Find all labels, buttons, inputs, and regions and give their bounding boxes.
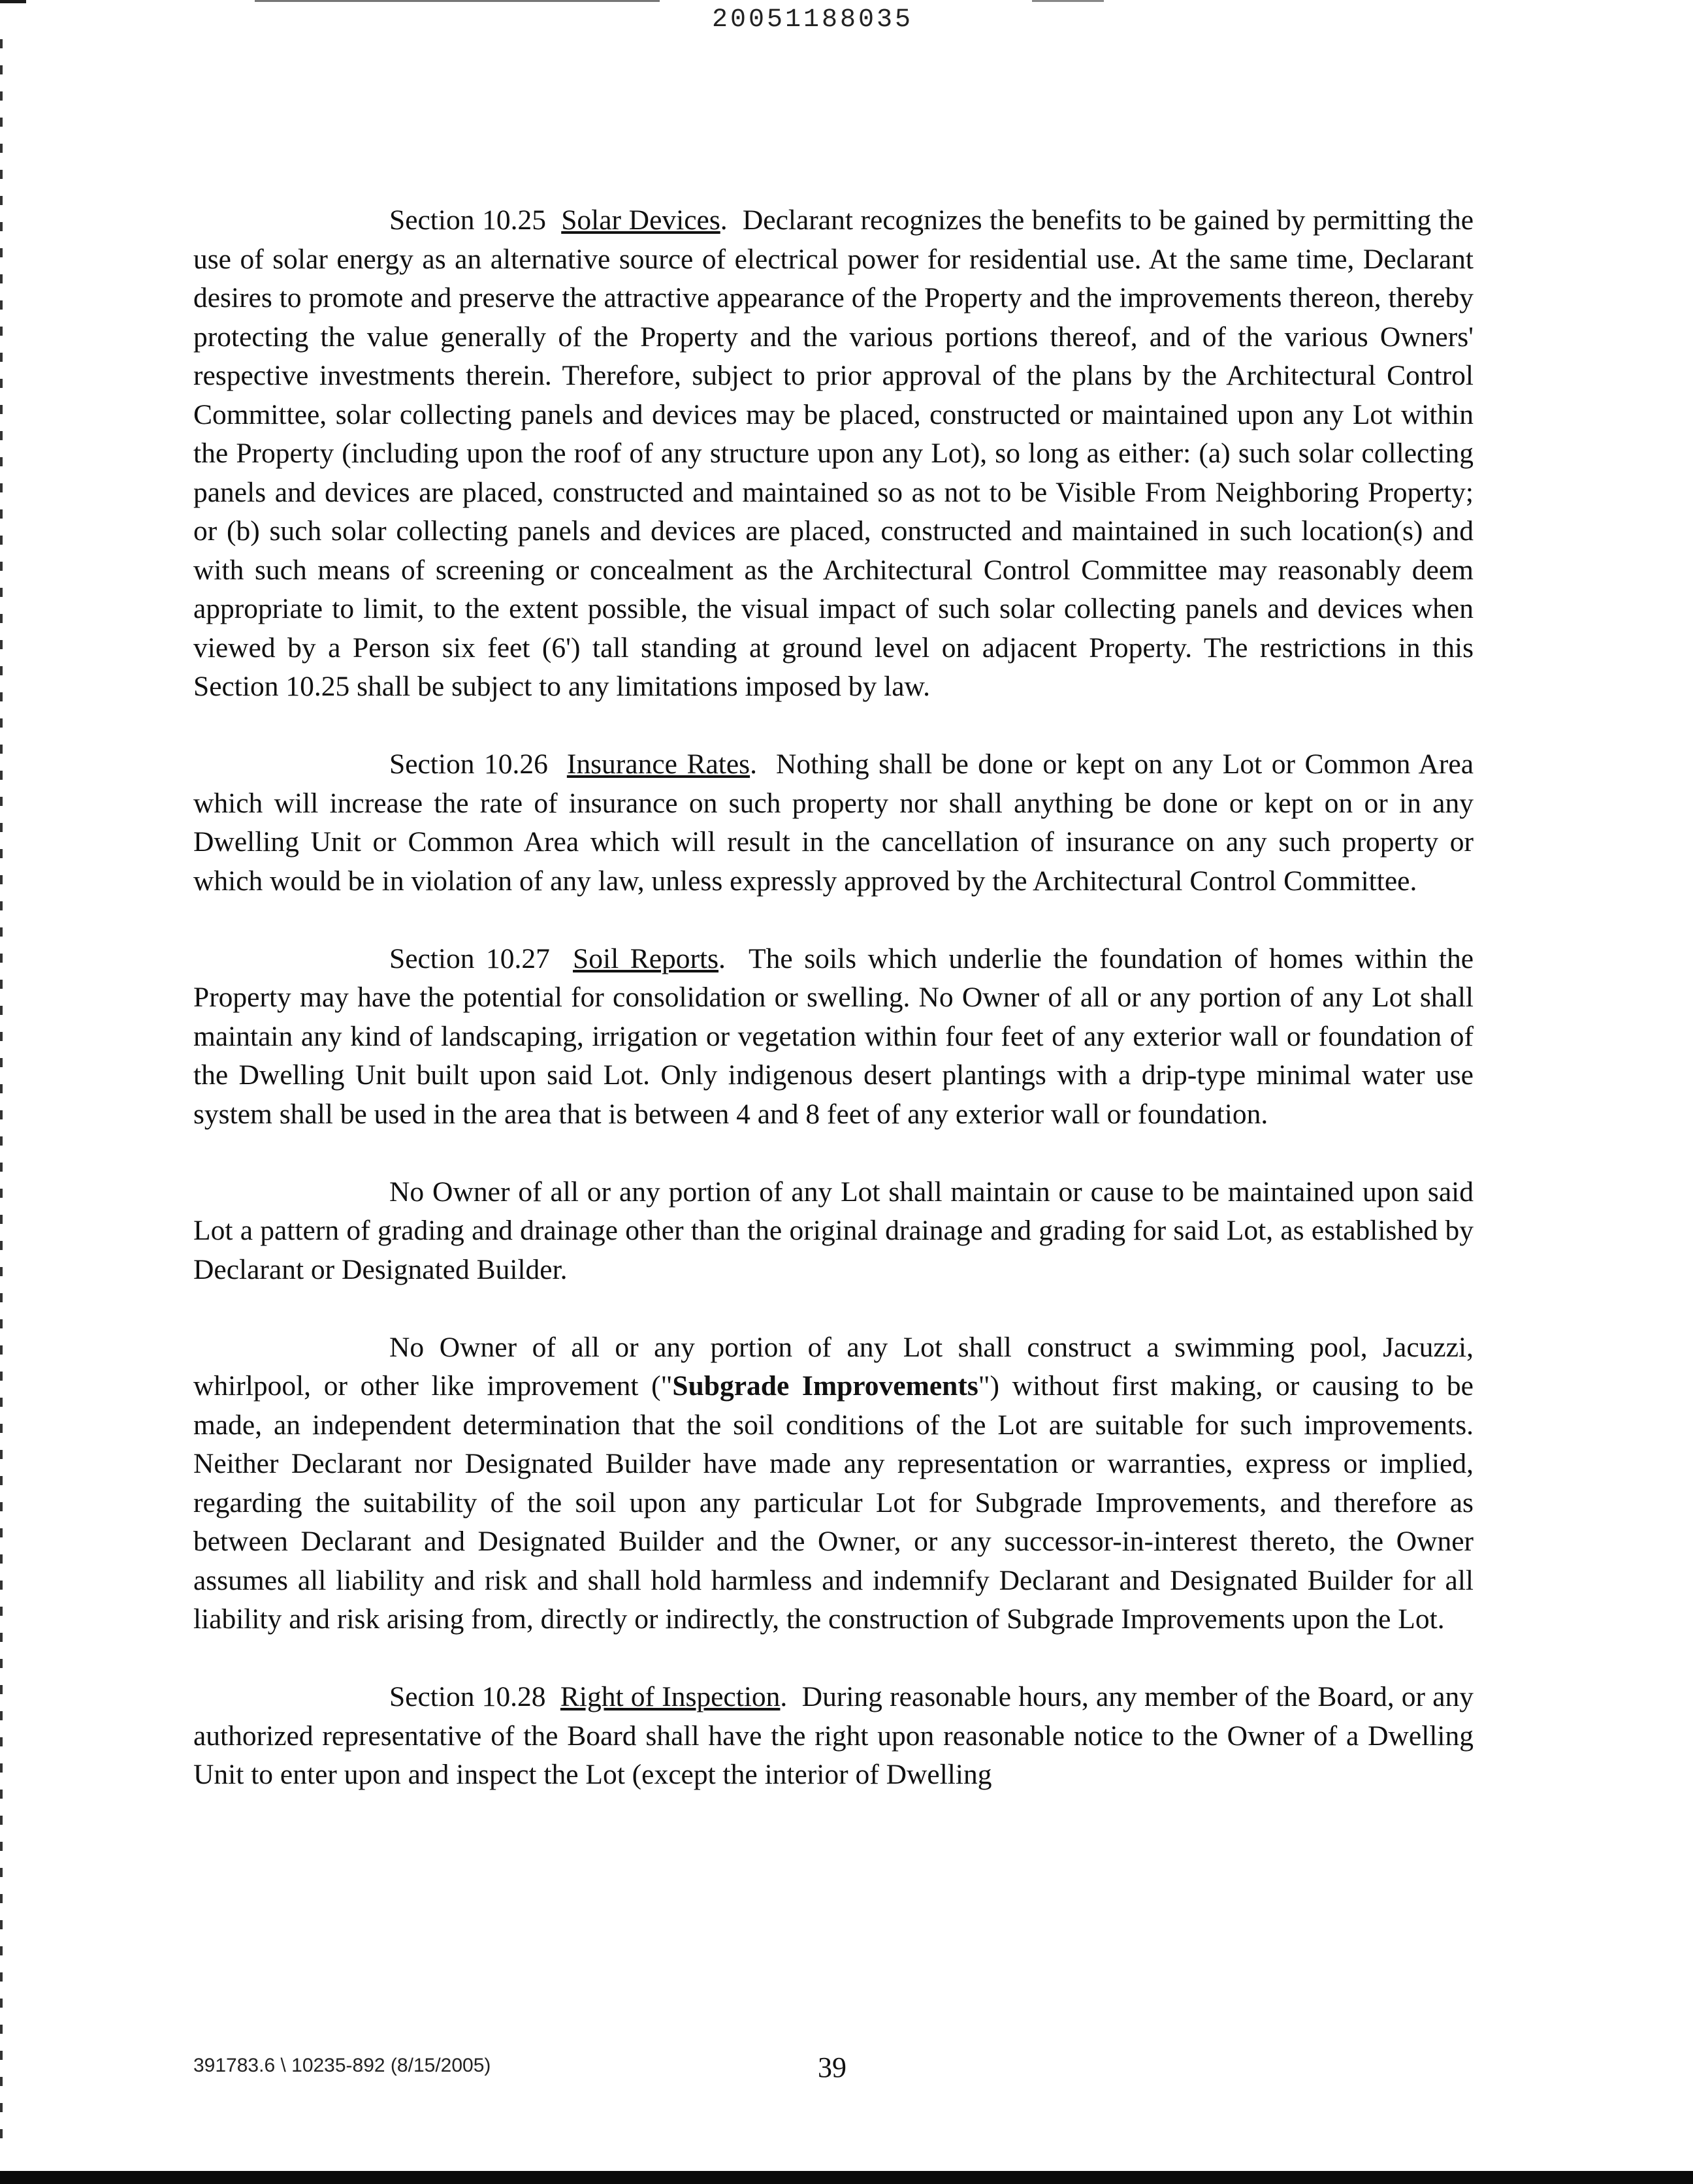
section-text: Nothing shall be done or kept on any Lot or Common Area which will increase the rate of insurance on such property nor shall anything be done or kept on or in any Dwelling Unit or Common Area which will result in the cancellation of insurance on any such property or which would be in violation of any law, unless expressly approved by the Architectural Control Committee. xyxy=(193,748,1474,897)
subgrade-text-before: No Owner of all or any portion of any Lot shall construct a swimming pool, Jacuzzi, whirlpool, or other like improvement (" xyxy=(193,1331,1474,1402)
scan-artifact-top-center xyxy=(255,0,660,2)
section-10-28: Section 10.28 Right of Inspection. During reasonable hours, any member of the Board, or any authorized representative of the Board shall have the right upon reasonable notice to the Owner of a Dwelling Unit to enter upon and inspect the Lot (except the interior of Dwelling xyxy=(193,1681,1474,1790)
section-heading: Solar Devices xyxy=(561,204,720,236)
subgrade-text-after: ") without first making, or causing to be made, an independent determination that the soil conditions of the Lot are suitable for such improvements. Neither Declarant nor Designated Builder have made any representation or warranties, express or implied, regarding the suitability of the soil upon any particular Lot for Subgrade Improvements, and therefore as between Declarant and Designated Builder and the Owner, or any successor-in-interest thereto, the Owner assumes all liability and risk and shall hold harmless and indemnify Declarant and Designated Builder for all liability and risk arising from, directly or indirectly, the construction of Subgrade Improvements upon the Lot. xyxy=(193,1370,1474,1635)
section-heading: Right of Inspection xyxy=(560,1681,781,1712)
footer-document-reference: 391783.6 \ 10235-892 (8/15/2005) xyxy=(193,2055,491,2076)
scan-artifact-bottom-bar xyxy=(0,2171,1693,2184)
section-heading: Soil Reports xyxy=(573,942,719,974)
section-text: The soils which underlie the foundation of homes within the Property may have the potential for consolidation or swelling. No Owner of all or any portion of any Lot shall maintain any kind of landscaping, irrigation or vegetation within four feet of any exterior wall or foundation of the Dwelling Unit built upon said Lot. Only indigenous desert plantings with a drip-type minimal water use system shall be used in the area that is between 4 and 8 feet of any exterior wall or foundation. xyxy=(193,942,1474,1130)
section-10-26: Section 10.26 Insurance Rates. Nothing shall be done or kept on any Lot or Common Area which will increase the rate of insurance on such property nor shall anything be done or kept on or in any Dwelling Unit or Common Area which will result in the cancellation of insurance on any such property or which would be in violation of any law, unless expressly approved by the Architectural Control Committee. xyxy=(193,748,1474,897)
section-heading: Insurance Rates xyxy=(566,748,750,780)
section-number: Section 10.25 xyxy=(389,204,546,236)
scan-artifact-top-left xyxy=(0,0,26,3)
section-number: Section 10.26 xyxy=(389,748,548,780)
section-text: During reasonable hours, any member of the Board, or any authorized representative of the Board shall have the right upon reasonable notice to the Owner of a Dwelling Unit to enter upon and inspect the Lot (except the interior of Dwelling xyxy=(193,1681,1474,1790)
page-number: 39 xyxy=(818,2051,846,2083)
grading-paragraph: No Owner of all or any portion of any Lot shall maintain or cause to be maintained upon said Lot a pattern of grading and drainage other than the original drainage and grading for said Lot, as established by Declarant or Designated Builder. xyxy=(193,1176,1474,1285)
scan-artifact-top-right xyxy=(1032,0,1104,2)
section-text: Declarant recognizes the benefits to be gained by permitting the use of solar energy as an alternative source of electrical power for residential use. At the same time, Declarant desires to promote and preserve the attractive appearance of the Property and the improvements thereon, thereby protecting the value generally of the Property and the various portions thereof, and of the various Owners' respective investments therein. Therefore, subject to prior approval of the plans by the Architectural Control Committee, solar collecting panels and devices may be placed, constructed or maintained upon any Lot within the Property (including upon the roof of any structure upon any Lot), so long as either: (a) such solar collecting panels and devices are placed, constructed and maintained so as not to be Visible From Neighboring Property; or (b) such solar collecting panels and devices are placed, constructed and maintained in such location(s) and with such means of screening or concealment as the Architectural Control Committee may reasonably deem appropriate to limit, to the extent possible, the visual impact of such solar collecting panels and devices when viewed by a Person six feet (6') tall standing at ground level on adjacent Property. The restrictions in this Section 10.25 shall be subject to any limitations imposed by law. xyxy=(193,204,1474,702)
body-text xyxy=(193,201,1474,1795)
subgrade-paragraph xyxy=(193,1328,1474,1639)
subgrade-defined-term: Subgrade Improvements xyxy=(672,1370,978,1402)
scan-artifact-left-edge xyxy=(0,39,3,2155)
section-number: Section 10.27 xyxy=(389,942,550,974)
section-10-27: Section 10.27 Soil Reports. The soils which underlie the foundation of homes within the Property may have the potential for consolidation or swelling. No Owner of all or any portion of any Lot shall maintain any kind of landscaping, irrigation or vegetation within four feet of any exterior wall or foundation of the Dwelling Unit built upon said Lot. Only indigenous desert plantings with a drip-type minimal water use system shall be used in the area that is between 4 and 8 feet of any exterior wall or foundation. xyxy=(193,942,1474,1130)
section-10-25: Section 10.25 Solar Devices. Declarant recognizes the benefits to be gained by permitting the use of solar energy as an alternative source of electrical power for residential use. At the same time, Declarant desires to promote and preserve the attractive appearance of the Property and the improvements thereon, thereby protecting the value generally of the Property and the various portions thereof, and of the various Owners' respective investments therein. Therefore, subject to prior approval of the plans by the Architectural Control Committee, solar collecting panels and devices may be placed, constructed or maintained upon any Lot within the Property (including upon the roof of any structure upon any Lot), so long as either: (a) such solar collecting panels and devices are placed, constructed and maintained so as not to be Visible From Neighboring Property; or (b) such solar collecting panels and devices are placed, constructed and maintained in such location(s) and with such means of screening or concealment as the Architectural Control Committee may reasonably deem appropriate to limit, to the extent possible, the visual impact of such solar collecting panels and devices when viewed by a Person six feet (6') tall standing at ground level on adjacent Property. The restrictions in this Section 10.25 shall be subject to any limitations imposed by law. xyxy=(193,204,1474,702)
document-number: 20051188035 xyxy=(712,5,914,35)
section-number: Section 10.28 xyxy=(389,1681,546,1712)
